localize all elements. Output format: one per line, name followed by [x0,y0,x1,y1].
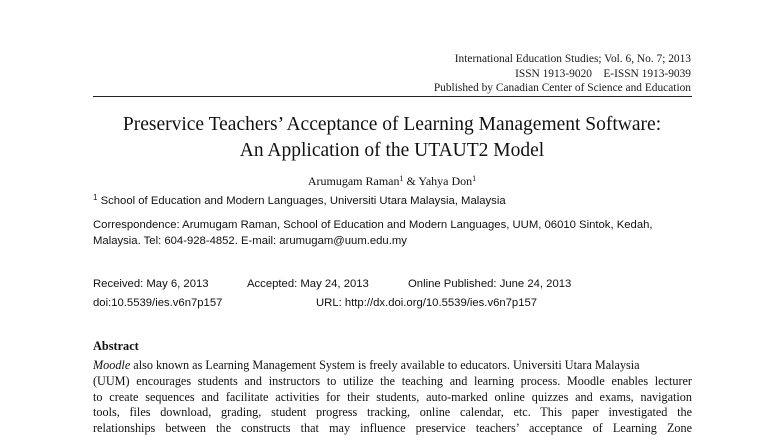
article-identifiers [93,295,538,311]
doi-text: doi:10.5539/ies.v6n7p157 [93,297,223,309]
abstract-line-1-rest: also known as Learning Management System is freely available to educators. Universiti Utara Malaysia [130,358,640,372]
author-2-affiliation-mark: 1 [472,174,477,183]
correspondence-line-2: Malaysia. Tel: 604-928-4852. E-mail: arumugam@uum.edu.my [93,235,407,247]
abstract-heading: Abstract [93,339,139,353]
journal-issn: ISSN 1913-9020 E-ISSN 1913-9039 [515,67,691,80]
journal-header [434,52,691,96]
affiliation-text: School of Education and Modern Languages, Universiti Utara Malaysia, Malaysia [97,195,506,207]
paper-title [60,112,724,164]
affiliation-mark: 1 [93,193,98,202]
title-line-1: Preservice Teachers’ Acceptance of Learning Management Software: [122,114,662,135]
abstract-line-4: tools, files download, grading, student progress tracking, online calendar, etc. This paper investigated the [93,405,692,420]
correspondence [93,217,693,249]
abstract-line-3: to create sequences and facilitate activities for their students, auto-marked online quizzes and exams, navigation [93,389,692,404]
title-line-2: An Application of the UTAUT2 Model [239,140,545,161]
correspondence-line-1: Correspondence: Arumugam Raman, School of Education and Modern Languages, UUM, 06010 Sintok, Kedah, [93,219,653,231]
author-1: Arumugam Raman [307,174,400,188]
abstract-line-2: (UUM) encourages students and instructors to utilize the teaching and learning process. Moodle enables lecturer [93,373,692,388]
received-date: Received: May 6, 2013 [93,278,209,290]
author-list [0,173,784,189]
journal-citation: International Education Studies; Vol. 6, No. 7; 2013 [454,53,691,65]
journal-publisher: Published by Canadian Center of Science and Education [433,82,691,95]
publication-dates [93,276,572,292]
abstract-line-5: relationships between the constructs that may influence preservice teachers’ acceptance of Learning Zone [93,421,692,436]
abstract-line-1 [93,358,692,374]
author-separator: & [403,174,419,188]
author-2: Yahya Don [418,174,473,188]
author-1-affiliation-mark: 1 [399,174,404,183]
published-date: Online Published: June 24, 2013 [408,278,572,290]
abstract-body [93,358,692,437]
moodle-italic: Moodle [93,358,131,372]
affiliation [93,193,506,209]
header-rule [93,96,692,97]
article-url: URL: http://dx.doi.org/10.5539/ies.v6n7p157 [316,297,538,309]
accepted-date: Accepted: May 24, 2013 [247,278,369,290]
